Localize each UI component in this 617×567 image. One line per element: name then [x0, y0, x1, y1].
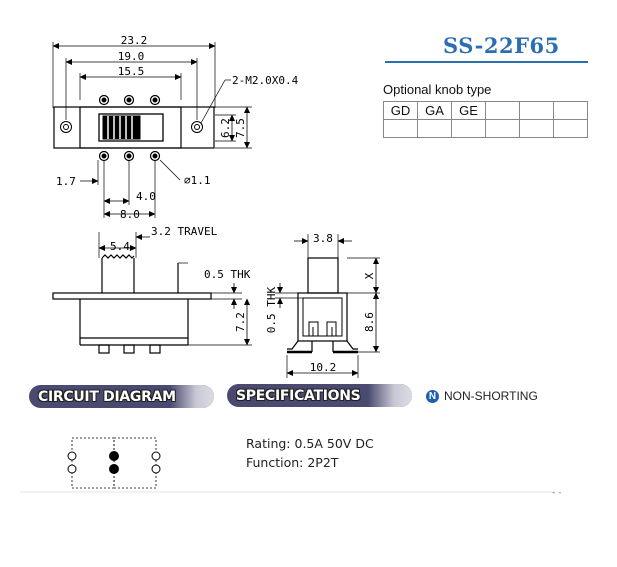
circuit-diagram-heading — [29, 385, 214, 408]
knob-cell — [418, 120, 452, 138]
model-title: SS-22F65 — [443, 33, 560, 58]
dim-edge-offset: 1.7 — [56, 175, 76, 188]
dim-body-height: 7.2 — [234, 312, 247, 332]
pill-fade — [368, 384, 412, 407]
dim-knob-height: X — [363, 272, 376, 280]
dim-height-inner: 6.2 — [219, 118, 232, 138]
dim-side-body-height: 8.6 — [363, 312, 376, 332]
dim-pin-span: 8.0 — [120, 208, 140, 221]
non-shorting-label: NON-SHORTING — [444, 389, 538, 403]
specifications-label: SPECIFICATIONS — [236, 387, 361, 404]
knob-cell — [520, 102, 554, 120]
n-badge-icon: N — [426, 390, 439, 403]
knob-cell: GA — [418, 102, 452, 120]
footer-mark: - - — [552, 488, 562, 498]
side-view — [275, 234, 380, 378]
knob-cell — [554, 120, 588, 138]
dim-pin-dia: ∅1.1 — [184, 174, 211, 187]
side-view-labels — [265, 232, 376, 374]
dim-base-width: 10.2 — [309, 361, 337, 374]
knob-cell: GD — [384, 102, 418, 120]
knob-caption: Optional knob type — [383, 82, 492, 97]
dim-height-outer: 7.5 — [234, 118, 247, 138]
non-shorting-badge — [426, 389, 538, 403]
dim-mount-pitch: 19.0 — [117, 50, 145, 63]
dim-pin-pitch: 4.0 — [136, 190, 156, 203]
knob-type-table — [383, 101, 588, 138]
dim-side-knob-width: 3.8 — [313, 232, 333, 245]
dim-travel: 3.2 TRAVEL — [151, 225, 218, 238]
dim-knob-width: 5.4 — [110, 240, 130, 253]
dim-mount-hole: 2-M2.0X0.4 — [232, 74, 299, 87]
knob-cell — [452, 120, 486, 138]
dim-overall-width: 23.2 — [120, 34, 148, 47]
knob-cell — [554, 102, 588, 120]
knob-cell — [520, 120, 554, 138]
pill-fade — [170, 385, 214, 408]
dim-body-width: 15.5 — [117, 65, 145, 78]
knob-cell — [486, 120, 520, 138]
knob-cell — [384, 120, 418, 138]
dim-plate-thk: 0.5 THK — [204, 268, 251, 281]
title-rule — [385, 61, 588, 63]
front-view-labels — [110, 225, 251, 332]
specifications-heading — [227, 384, 412, 407]
table-row — [384, 120, 588, 138]
knob-cell: GE — [452, 102, 486, 120]
table-row — [384, 102, 588, 120]
spec-function: Function: 2P2T — [246, 455, 339, 470]
circuit-diagram — [68, 438, 160, 488]
dim-side-plate-thk: 0.5 THK — [265, 286, 278, 334]
front-view — [53, 232, 252, 353]
knob-cell — [486, 102, 520, 120]
circuit-diagram-label: CIRCUIT DIAGRAM — [38, 388, 176, 405]
spec-rating: Rating: 0.5A 50V DC — [246, 436, 374, 451]
